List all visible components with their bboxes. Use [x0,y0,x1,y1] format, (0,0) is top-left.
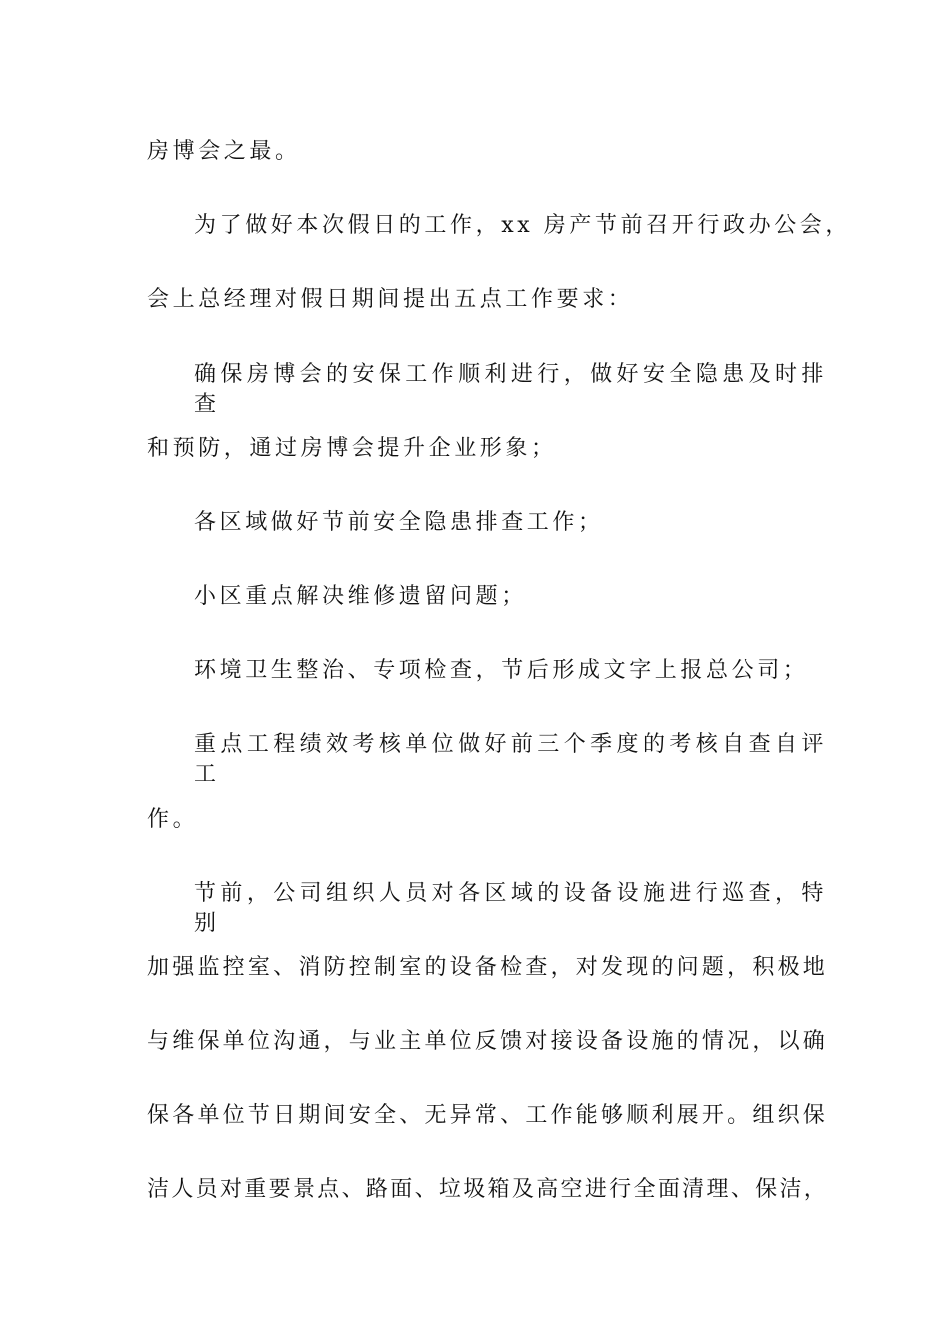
text-line-2: 为了做好本次假日的工作，xx 房产节前召开行政办公会， [194,213,852,238]
text-line-6: 各区域做好节前安全隐患排查工作； [194,510,604,535]
text-line-10: 作。 [147,807,199,832]
text-line-11: 节前，公司组织人员对各区域的设备设施进行巡查，特别 [194,881,827,936]
text-line-1: 房博会之最。 [147,139,301,164]
text-line-13: 与维保单位沟通，与业主单位反馈对接设备设施的情况，以确 [147,1029,827,1054]
text-line-4: 确保房博会的安保工作顺利进行，做好安全隐患及时排查 [194,362,827,417]
text-line-8: 环境卫生整治、专项检查，节后形成文字上报总公司； [194,658,809,683]
text-line-12: 加强监控室、消防控制室的设备检查，对发现的问题，积极地 [147,955,827,980]
text-line-9: 重点工程绩效考核单位做好前三个季度的考核自查自评工 [194,732,827,787]
text-line-7: 小区重点解决维修遗留问题； [194,584,527,609]
text-line-5: 和预防，通过房博会提升企业形象； [147,436,557,461]
text-line-3: 会上总经理对假日期间提出五点工作要求： [147,287,634,312]
text-line-14: 保各单位节日期间安全、无异常、工作能够顺利展开。组织保 [147,1103,827,1128]
text-line-15: 洁人员对重要景点、路面、垃圾箱及高空进行全面清理、保洁， [147,1177,827,1202]
